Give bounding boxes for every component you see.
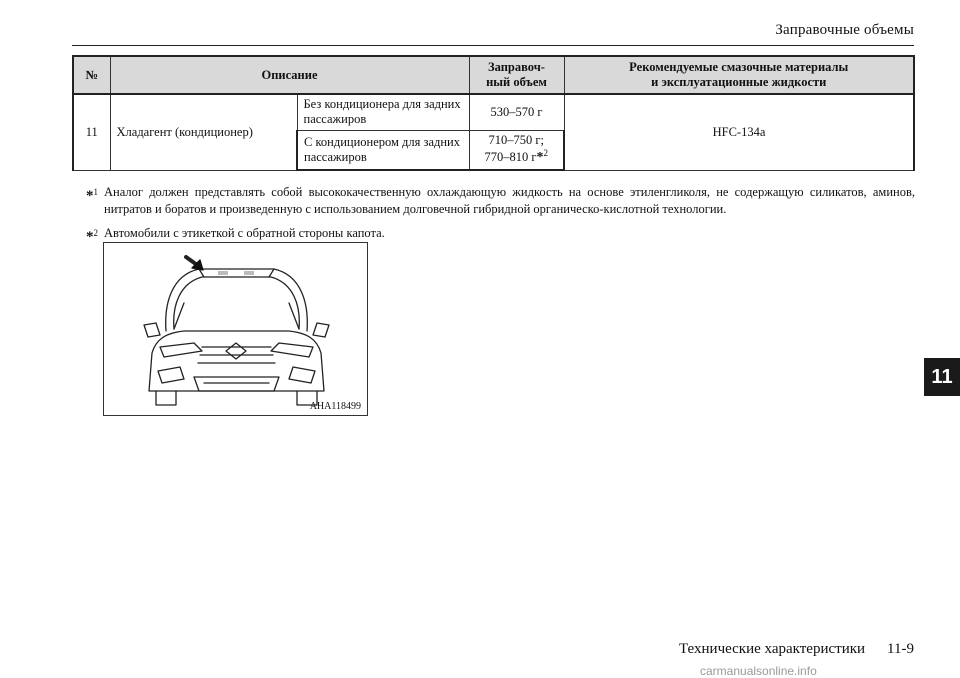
row-description: Хладагент (кондиционер) <box>110 94 297 170</box>
col-header-recommended-line2: и эксплуатационные жидкости <box>651 75 827 89</box>
footnote-ref: 2 <box>543 147 548 158</box>
table-header-row <box>73 56 914 94</box>
col-header-recommended-line1: Рекомендуемые смазочные материалы <box>629 60 849 74</box>
capacity-table <box>72 55 915 171</box>
recommended-fluid: HFC-134a <box>564 94 914 170</box>
car-front-open-hood-illustration <box>104 243 368 416</box>
variant-name: Без кондиционера для задних пассажиров <box>297 94 469 130</box>
footnote-mark: *$^1$ <box>86 187 98 205</box>
vehicle-figure <box>103 242 368 416</box>
table-row <box>73 94 914 130</box>
footnote-text: Аналог должен представлять собой высококачественную охлаждающую жидкость на основе этиленгликоля, не содержащую силикатов, аминов, нитратов и боратов и произведенную с использованием долговечной гибридной органическо-кислотной технологии. <box>104 185 915 216</box>
col-header-description: Описание <box>110 56 469 94</box>
footnote-mark: *$^2$ <box>86 228 98 246</box>
figure-code: AHA118499 <box>309 401 361 412</box>
variant-capacity-line2: 770–810 г <box>484 149 537 164</box>
header-divider <box>72 45 914 46</box>
footer-section: Технические характеристики <box>678 641 866 657</box>
variant-capacity: 530–570 г <box>469 94 564 130</box>
page-header: Заправочные объемы <box>775 22 914 38</box>
variant-capacity: 710–750 г; 770–810 г*$^2$ <box>469 130 564 170</box>
col-header-recommended <box>564 56 914 94</box>
col-header-capacity-line1: Заправоч- <box>488 60 545 74</box>
page-number: 11-9 <box>887 641 914 657</box>
col-header-num: № <box>73 56 110 94</box>
row-number: 11 <box>73 94 110 170</box>
col-header-capacity <box>469 56 564 94</box>
watermark: carmanualsonline.info <box>700 664 817 678</box>
page-footer <box>679 641 914 658</box>
footnote-text: Автомобили с этикеткой с обратной стороны капота. <box>104 226 385 240</box>
chapter-tab: 11 <box>924 358 960 396</box>
variant-name: С кондиционером для задних пассажиров <box>297 130 469 170</box>
variant-capacity-line1: 710–750 г; <box>488 132 544 147</box>
col-header-capacity-line2: ный объем <box>486 75 547 89</box>
footnote-1 <box>86 184 915 218</box>
